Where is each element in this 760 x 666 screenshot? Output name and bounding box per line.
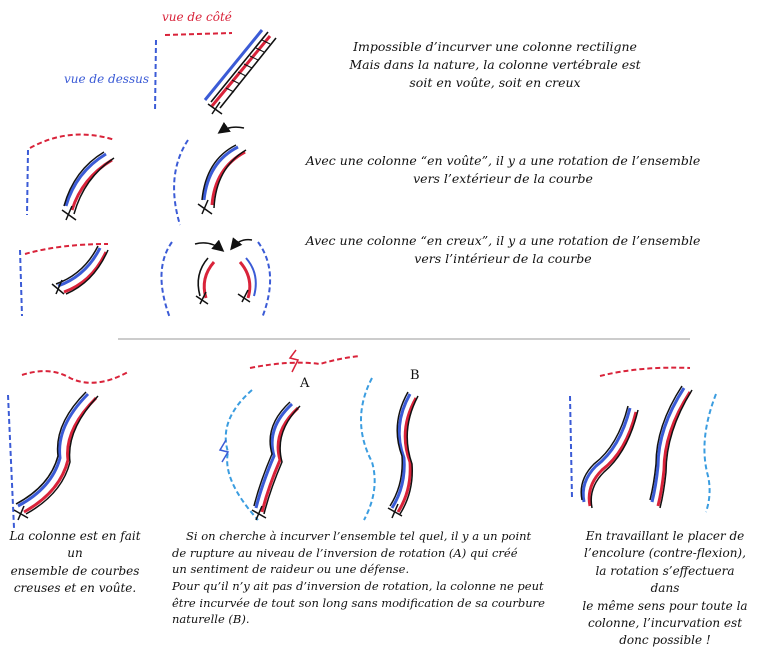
straight-column-figure [205, 30, 276, 114]
side-view-label: vue de côté [162, 10, 232, 24]
vault-text: Avec une colonne “en voûte”, il y a une rotation de l’ensemble vers l’extérieur de la courbe [305, 153, 701, 187]
bottom-left-column [14, 392, 98, 520]
bottom-middle-lightning-2 [220, 440, 228, 462]
bottom-right-text: En travaillant le placer de l’encolure (contre-flexion), la rotation s’effectuera dans le même sens pour toute la colonne, l’incurvation est donc possible ! [582, 529, 748, 648]
letter-a-label: A [300, 376, 310, 391]
bottom-middle-side-curve [250, 356, 360, 368]
vault-column-left [62, 152, 114, 220]
bottom-right-column-left [581, 406, 638, 508]
hollow-top-curve-right [258, 242, 270, 318]
bottom-right-top-line [570, 396, 572, 498]
hollow-top-curve-left [161, 242, 172, 318]
column-a [252, 402, 300, 520]
bottom-right-column-right [650, 386, 692, 508]
hollow-text: Avec une colonne “en creux”, il y a une rotation de l’ensemble vers l’intérieur de la courbe [305, 233, 701, 267]
rotation-arrow-hollow-left [195, 243, 222, 250]
rotation-arrow-hollow-right [232, 240, 252, 248]
hollow-column-center-right [238, 258, 256, 302]
bottom-right-top-curve [704, 394, 716, 512]
bottom-left-side-curve [22, 371, 128, 383]
bottom-left-text: La colonne est en fait un ensemble de courbes creuses et en voûte. [9, 529, 141, 596]
hollow-top-line-left [20, 250, 22, 316]
letter-b-label: B [410, 368, 420, 383]
bottom-middle-top-curve-b [361, 378, 375, 520]
column-b [388, 392, 418, 518]
bottom-middle-lightning [290, 350, 298, 372]
vault-top-curve-right [174, 140, 188, 225]
vault-top-line-left [27, 150, 28, 215]
top-view-axis [155, 40, 156, 112]
bottom-right-side-curve [600, 368, 690, 376]
hollow-side-curve-left [25, 244, 108, 254]
intro-text: Impossible d’incurver une colonne rectiligne Mais dans la nature, la colonne vertébrale est soit en voûte, soit en creux [349, 39, 641, 91]
bottom-left-top-line [8, 395, 14, 528]
top-view-label: vue de dessus [64, 72, 150, 86]
rotation-arrow-vault [220, 127, 244, 132]
vault-column-right [198, 145, 246, 214]
hollow-column-center-left [196, 258, 214, 304]
side-view-axis [165, 33, 232, 35]
bottom-middle-top-curve-a [226, 390, 258, 520]
hollow-column-left [52, 246, 108, 294]
vault-side-curve-left [30, 135, 115, 148]
bottom-middle-text: Si on cherche à incurver l’ensemble tel quel, il y a un point de rupture au niveau de l’inversion de rotation (A) qui créé un sentiment de raideur ou une défense. Pour qu’il n’y ait pas d’inversion de rotation, la colonne ne peut être incurvée de tout son long sans modification de sa courbure naturelle (B). [172, 529, 545, 627]
